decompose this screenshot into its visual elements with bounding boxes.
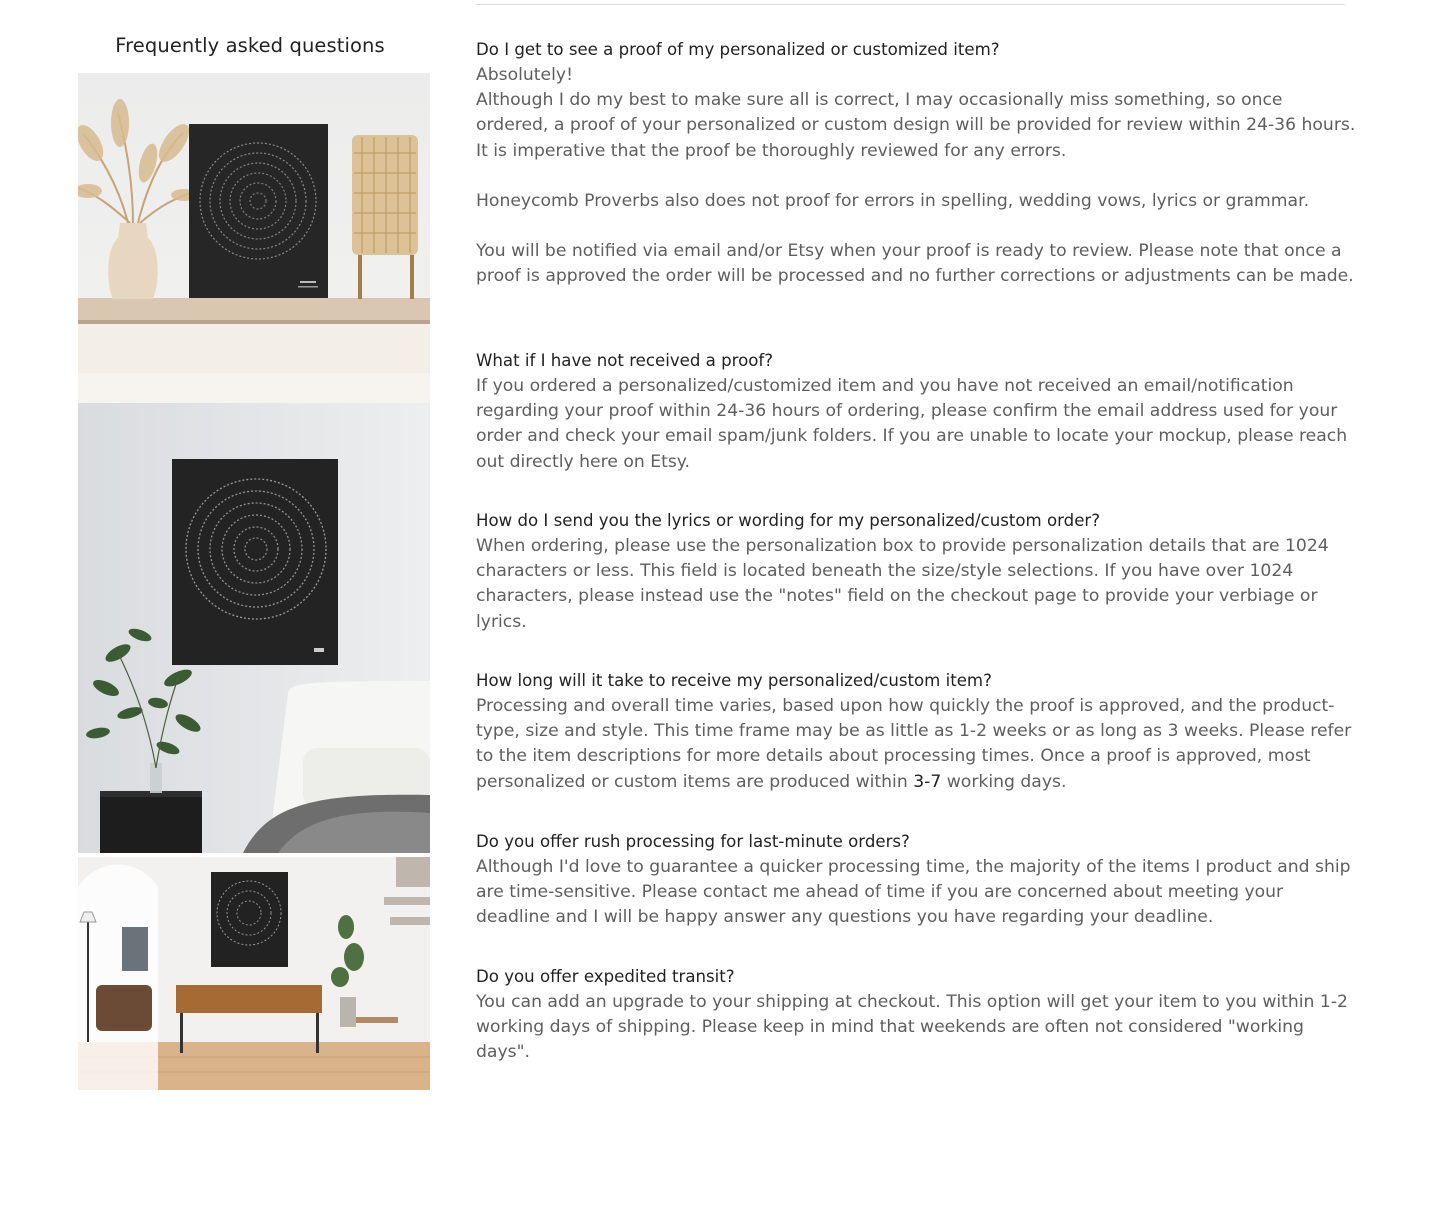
faq-answer [476, 63, 1356, 289]
faq-question: How long will it take to receive my personalized/custom item? [476, 671, 992, 690]
product-photo-bedroom [78, 403, 430, 853]
faq-question: Do you offer rush processing for last-minute orders? [476, 832, 910, 851]
faq-answer-text: working days. [941, 771, 1067, 792]
faq-question: Do I get to see a proof of my personalized or customized item? [476, 40, 1000, 59]
faq-answer: When ordering, please use the personalization box to provide personalization details that are 1024 characters or less. This field is located beneath the size/style selections. If you have over 1024 characters, please instead use the "notes" field on the checkout page to provide your verbiage or lyrics. [476, 536, 1329, 632]
faq-answer: If you ordered a personalized/customized item and you have not received an email/notification regarding your proof within 24-36 hours of ordering, please confirm the email address used for your order and check your email spam/junk folders. If you are unable to locate your mockup, please reach out directly here on Etsy. [476, 376, 1348, 472]
faq-question: How do I send you the lyrics or wording for my personalized/custom order? [476, 511, 1101, 530]
faq-answer-line: Absolutely! [476, 65, 573, 85]
faq-answer: Although I'd love to guarantee a quicker processing time, the majority of the items I product and ship are time-sensitive. Please contact me ahead of time if you are concerned about meeting your deadline and I will be happy answer any questions you have regarding your deadline. [476, 857, 1351, 928]
faq-item [476, 963, 1356, 1066]
faq-answer-paragraph: Honeycomb Proverbs also does not proof for errors in spelling, wedding vows, lyrics or grammar. [476, 190, 1310, 211]
product-photo-shelf [78, 73, 430, 403]
faq-sidebar-title: Frequently asked questions [115, 34, 385, 57]
faq-answer-paragraph: You will be notified via email and/or Etsy when your proof is ready to review. Please note that once a proof is approved the order will be processed and no further corrections or adjustments can be made. [476, 241, 1354, 287]
product-photo-living-room [78, 857, 430, 1090]
faq-item [476, 507, 1356, 635]
faq-item [476, 36, 1356, 289]
top-divider [476, 4, 1345, 5]
faq-question: What if I have not received a proof? [476, 351, 774, 370]
faq-item [476, 347, 1356, 475]
faq-question: Do you offer expedited transit? [476, 967, 735, 986]
faq-item [476, 667, 1356, 795]
faq-answer: You can add an upgrade to your shipping at checkout. This option will get your item to you within 1-2 working days of shipping. Please keep in mind that weekends are often not considered "working days". [476, 992, 1348, 1063]
faq-answer-highlight: 3-7 [913, 771, 942, 792]
faq-answer-line: Although I do my best to make sure all is correct, I may occasionally miss something, so once ordered, a proof of your personalized or custom design will be provided for review within 24-36 hours. It is imperative that the proof be thoroughly reviewed for any errors. [476, 90, 1356, 161]
faq-answer-text: Processing and overall time varies, based upon how quickly the proof is approved, and the product-type, size and style. This time frame may be as little as 1-2 weeks or as long as 3 weeks. Please refer to the item descriptions for more details about processing times. Once a proof is approved, most personalized or custom items are produced within [476, 696, 1352, 792]
faq-answer [476, 694, 1356, 795]
faq-item [476, 828, 1356, 931]
